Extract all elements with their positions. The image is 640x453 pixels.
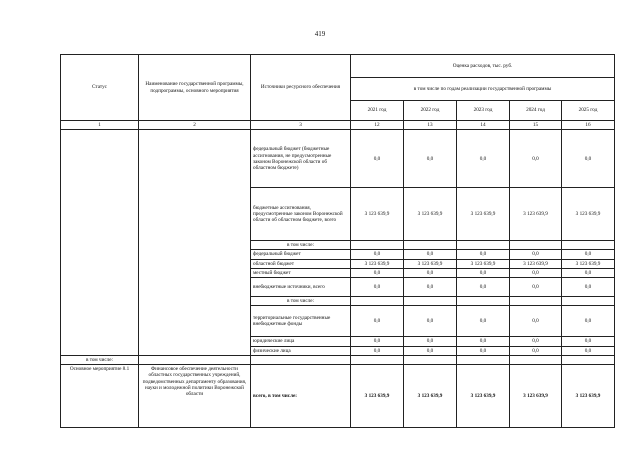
value-cell: 3 123 639,9 [457, 259, 510, 268]
value-cell: 0,0 [562, 250, 615, 259]
source-cell: федеральный бюджет [251, 250, 351, 259]
value-cell: 0,0 [351, 278, 404, 297]
column-number-row [61, 121, 615, 130]
value-cell: 3 123 639,9 [351, 259, 404, 268]
value-cell: 0,0 [510, 268, 562, 277]
value-cell [510, 297, 562, 306]
header-program-name: Наименование государственной программы, подпрограммы, основного мероприятия [139, 55, 251, 121]
column-number: 14 [457, 121, 510, 130]
column-number: 12 [351, 121, 404, 130]
source-cell: юридические лица [251, 337, 351, 346]
measure-name: Финансовое обеспечение деятельности областных государственных учреждений, подведомственных департаменту образования, науки и молодежной политики Воронежской области [139, 365, 251, 428]
source-cell: бюджетные ассигнования, предусмотренные законом Воронежской области об областном бюджете, всего [251, 188, 351, 241]
value-cell: 0,0 [351, 268, 404, 277]
value-cell: 0,0 [404, 250, 457, 259]
value-cell: 3 123 639,9 [351, 188, 404, 241]
value-cell: 0,0 [510, 337, 562, 346]
measure-value: 3 123 639,9 [351, 365, 404, 428]
source-cell: областной бюджет [251, 259, 351, 268]
value-cell: 0,0 [351, 130, 404, 188]
value-cell: 3 123 639,9 [562, 259, 615, 268]
column-number: 16 [562, 121, 615, 130]
column-number: 13 [404, 121, 457, 130]
measure-source: всего, в том числе: [251, 365, 351, 428]
value-cell: 0,0 [351, 306, 404, 337]
value-cell [351, 297, 404, 306]
value-cell: 0,0 [562, 337, 615, 346]
value-cell: 0,0 [404, 268, 457, 277]
value-cell: 0,0 [457, 268, 510, 277]
measure-row [61, 365, 615, 428]
value-cell [351, 241, 404, 250]
source-cell: физические лица [251, 346, 351, 355]
value-cell: 0,0 [351, 346, 404, 355]
source-cell: территориальные государственные внебюджетные фонды [251, 306, 351, 337]
value-cell: 0,0 [562, 306, 615, 337]
value-cell [404, 241, 457, 250]
value-cell: 3 123 639,9 [404, 259, 457, 268]
value-cell: 0,0 [351, 337, 404, 346]
including-row [61, 355, 615, 364]
value-cell: 0,0 [562, 346, 615, 355]
value-cell: 0,0 [404, 306, 457, 337]
measure-value: 3 123 639,9 [510, 365, 562, 428]
header-by-years: в том числе по годам реализации государственной программы [351, 78, 615, 101]
source-cell: федеральный бюджет (бюджетные ассигнования, не предусмотренные законом Воронежской области об областном бюджете) [251, 130, 351, 188]
header-year: 2022 год [404, 101, 457, 121]
measure-status: Основное мероприятие 8.1 [61, 365, 139, 428]
value-cell [404, 297, 457, 306]
including-label: в том числе: [61, 355, 139, 364]
header-year: 2025 год [562, 101, 615, 121]
column-number: 2 [139, 121, 251, 130]
value-cell: 0,0 [457, 306, 510, 337]
value-cell: 3 123 639,9 [510, 259, 562, 268]
source-cell: в том числе: [251, 241, 351, 250]
value-cell: 3 123 639,9 [457, 188, 510, 241]
program-cell-empty [139, 130, 251, 356]
value-cell: 0,0 [404, 278, 457, 297]
value-cell: 0,0 [351, 250, 404, 259]
value-cell [562, 297, 615, 306]
column-number: 3 [251, 121, 351, 130]
value-cell: 0,0 [562, 130, 615, 188]
value-cell: 0,0 [562, 278, 615, 297]
value-cell: 0,0 [404, 337, 457, 346]
source-cell: местный бюджет [251, 268, 351, 277]
source-cell: в том числе: [251, 297, 351, 306]
value-cell: 0,0 [404, 130, 457, 188]
value-cell: 0,0 [510, 346, 562, 355]
header-year: 2021 год [351, 101, 404, 121]
header-year: 2023 год [457, 101, 510, 121]
measure-value: 3 123 639,9 [404, 365, 457, 428]
column-number: 15 [510, 121, 562, 130]
value-cell: 3 123 639,9 [510, 188, 562, 241]
measure-value: 3 123 639,9 [562, 365, 615, 428]
budget-table [60, 54, 615, 428]
header-year: 2024 год [510, 101, 562, 121]
header-status: Статус [61, 55, 139, 121]
value-cell: 3 123 639,9 [404, 188, 457, 241]
value-cell: 0,0 [457, 130, 510, 188]
source-cell: внебюджетные источники, всего [251, 278, 351, 297]
value-cell: 0,0 [510, 130, 562, 188]
table-row [61, 130, 615, 188]
value-cell [457, 241, 510, 250]
measure-value: 3 123 639,9 [457, 365, 510, 428]
value-cell: 0,0 [457, 250, 510, 259]
value-cell: 0,0 [457, 278, 510, 297]
value-cell: 0,0 [510, 250, 562, 259]
status-cell-empty [61, 130, 139, 356]
value-cell: 0,0 [457, 337, 510, 346]
value-cell: 0,0 [510, 306, 562, 337]
value-cell: 0,0 [404, 346, 457, 355]
header-estimate: Оценка расходов, тыс. руб. [351, 55, 615, 78]
value-cell: 0,0 [457, 346, 510, 355]
value-cell: 0,0 [510, 278, 562, 297]
value-cell [457, 297, 510, 306]
value-cell [562, 241, 615, 250]
page-number: 419 [314, 30, 326, 38]
column-number: 1 [61, 121, 139, 130]
header-sources: Источники ресурсного обеспечения [251, 55, 351, 121]
value-cell: 0,0 [562, 268, 615, 277]
value-cell: 3 123 639,9 [562, 188, 615, 241]
value-cell [510, 241, 562, 250]
